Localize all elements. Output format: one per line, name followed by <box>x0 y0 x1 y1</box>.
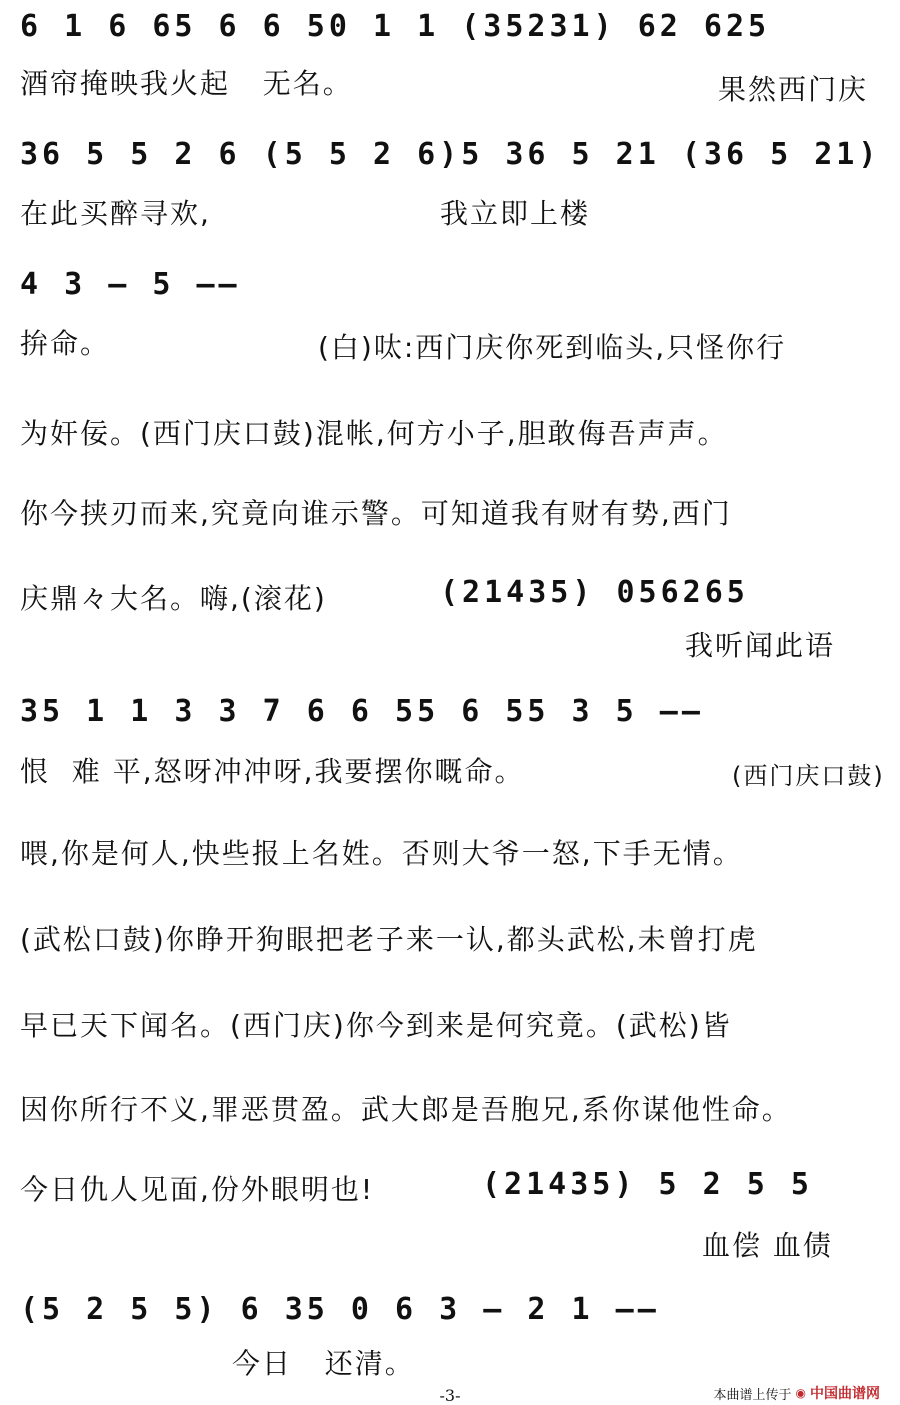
lyric-line-2b: 我立即上楼 <box>440 197 591 230</box>
notation-line-7: 35 1 1 3 3 7 6 6 55 6 55 3 5 —— <box>20 694 704 729</box>
credit-prefix: 本曲谱上传于 <box>713 1387 792 1403</box>
notation-line-14: (5 2 5 5) 6 35 0 6 3 — 2 1 —— <box>20 1292 660 1327</box>
text-line-4: 为奸佞。(西门庆口鼓)混帐,何方小子,胆敢侮吾声声。 <box>20 417 728 450</box>
notation-line-6: (21435) 056265 <box>440 575 749 610</box>
lyric-line-7b: (西门庆口鼓) <box>732 762 885 790</box>
lyric-line-1b: 果然西门庆 <box>718 73 869 106</box>
lyric-line-7a: 恨 难 平,怒呀冲冲呀,我要摆你嘅命。 <box>20 755 525 788</box>
text-line-10: 早已天下闻名。(西门庆)你今到来是何究竟。(武松)皆 <box>20 1009 732 1042</box>
text-line-5: 你今挟刃而来,究竟向谁示警。可知道我有财有势,西门 <box>20 497 732 530</box>
lyric-line-13: 血偿 血债 <box>702 1229 833 1262</box>
page-number: -3- <box>439 1386 461 1405</box>
credit-site: 中国曲谱网 <box>810 1386 880 1402</box>
lyric-line-2a: 在此买醉寻欢, <box>20 197 211 230</box>
lyric-line-14: 今日 还清。 <box>232 1347 415 1380</box>
text-line-12: 今日仇人见面,份外眼明也! <box>20 1173 375 1206</box>
text-line-8: 喂,你是何人,快些报上名姓。否则大爷一怒,下手无情。 <box>20 837 743 870</box>
notation-line-3: 4 3 — 5 —— <box>20 267 241 302</box>
text-line-6a: 庆鼎々大名。嗨,(滚花) <box>20 582 327 615</box>
notation-line-2: 36 5 5 2 6 (5 5 2 6)5 36 5 21 (36 5 21) <box>20 137 881 172</box>
text-line-9: (武松口鼓)你睁开狗眼把老子来一认,都头武松,未曾打虎 <box>20 923 758 956</box>
lyric-line-1a: 酒帘掩映我火起 无名。 <box>20 67 353 100</box>
lyric-line-6b: 我听闻此语 <box>685 629 836 662</box>
lyric-line-3a: 拚命。 <box>20 327 111 360</box>
notation-line-1: 6 1 6 65 6 6 50 1 1 (35231) 62 625 <box>20 9 771 44</box>
upload-credit <box>714 1383 881 1403</box>
lyric-line-3b: (白)呔:西门庆你死到临头,只怪你行 <box>318 331 787 364</box>
site-logo-icon: ◉ <box>795 1386 806 1400</box>
notation-line-12: (21435) 5 2 5 5 <box>482 1167 813 1202</box>
text-line-11: 因你所行不义,罪恶贯盈。武大郎是吾胞兄,系你谋他性命。 <box>20 1093 792 1126</box>
